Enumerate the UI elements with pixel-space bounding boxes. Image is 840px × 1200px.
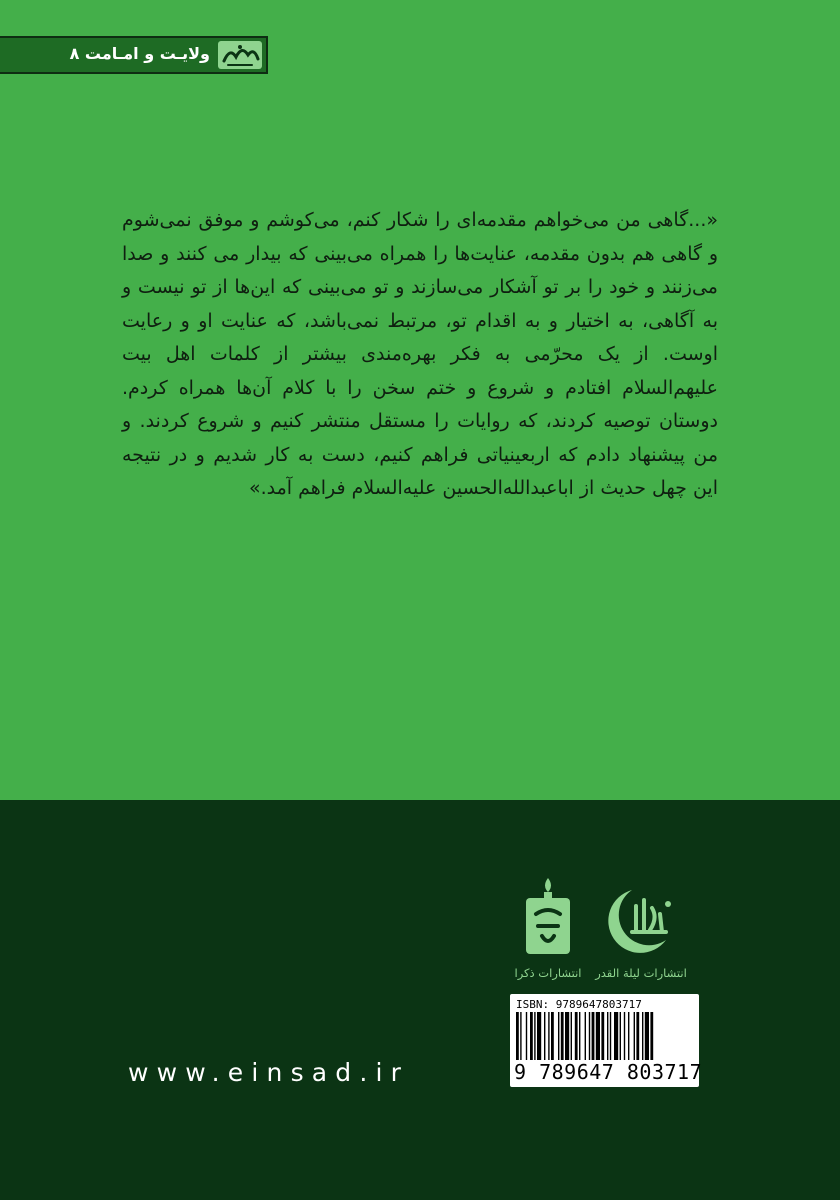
series-banner — [0, 36, 268, 74]
publisher-name-zekra: انتشارات ذکرا — [514, 966, 582, 980]
cover-bottom-section — [0, 800, 840, 1200]
barcode-digits: 9 789647 803717 — [514, 1060, 703, 1084]
publisher-website: www.einsad.ir — [128, 1058, 410, 1087]
isbn-barcode — [510, 994, 703, 1087]
crescent-moon-logo-icon — [592, 884, 684, 956]
back-cover-quote: «...گاهی من می‌خواهم مقدمه‌ای را شکار کنم، می‌کوشم و موفق نمی‌شوم و گاهی هم بدون مقدمه، عنایت‌ها را همراه می‌بینی که بیدار می کنند و صدا می‌زنند و خود را بر تو آشکار می‌سازند و تو می‌بینی که این‌ها از تو نیست و به آگاهی، به اختیار و به اقدام تو، مرتبط نمی‌باشد، که عنایت او و رعایت اوست. از یک محرّمی به فکر بهره‌مندی بیشتر از کلمات اهل بیت علیهم‌السلام افتادم و شروع و ختم سخن را با کلام آن‌ها همراه کردم. دوستان توصیه کردند، که روایات را مستقل منتشر کنیم و شروع کردند. و من پیشنهاد دادم که اربعینیاتی فراهم کنیم، دست به کار شدیم و در نتیجه این چهل حدیث از اباعبدالله‌الحسین علیه‌السلام فراهم آمد.» — [122, 209, 718, 499]
calligraphy-logo-icon — [218, 41, 262, 69]
series-title: ولایـت و امـامت ۸ — [69, 44, 210, 63]
isbn-label: ISBN: 9789647803717 — [516, 998, 642, 1011]
publisher-name-leylat: انتشارات لیلة القدر — [595, 966, 687, 980]
lantern-logo-icon — [520, 876, 576, 956]
barcode-bars — [516, 1012, 693, 1062]
